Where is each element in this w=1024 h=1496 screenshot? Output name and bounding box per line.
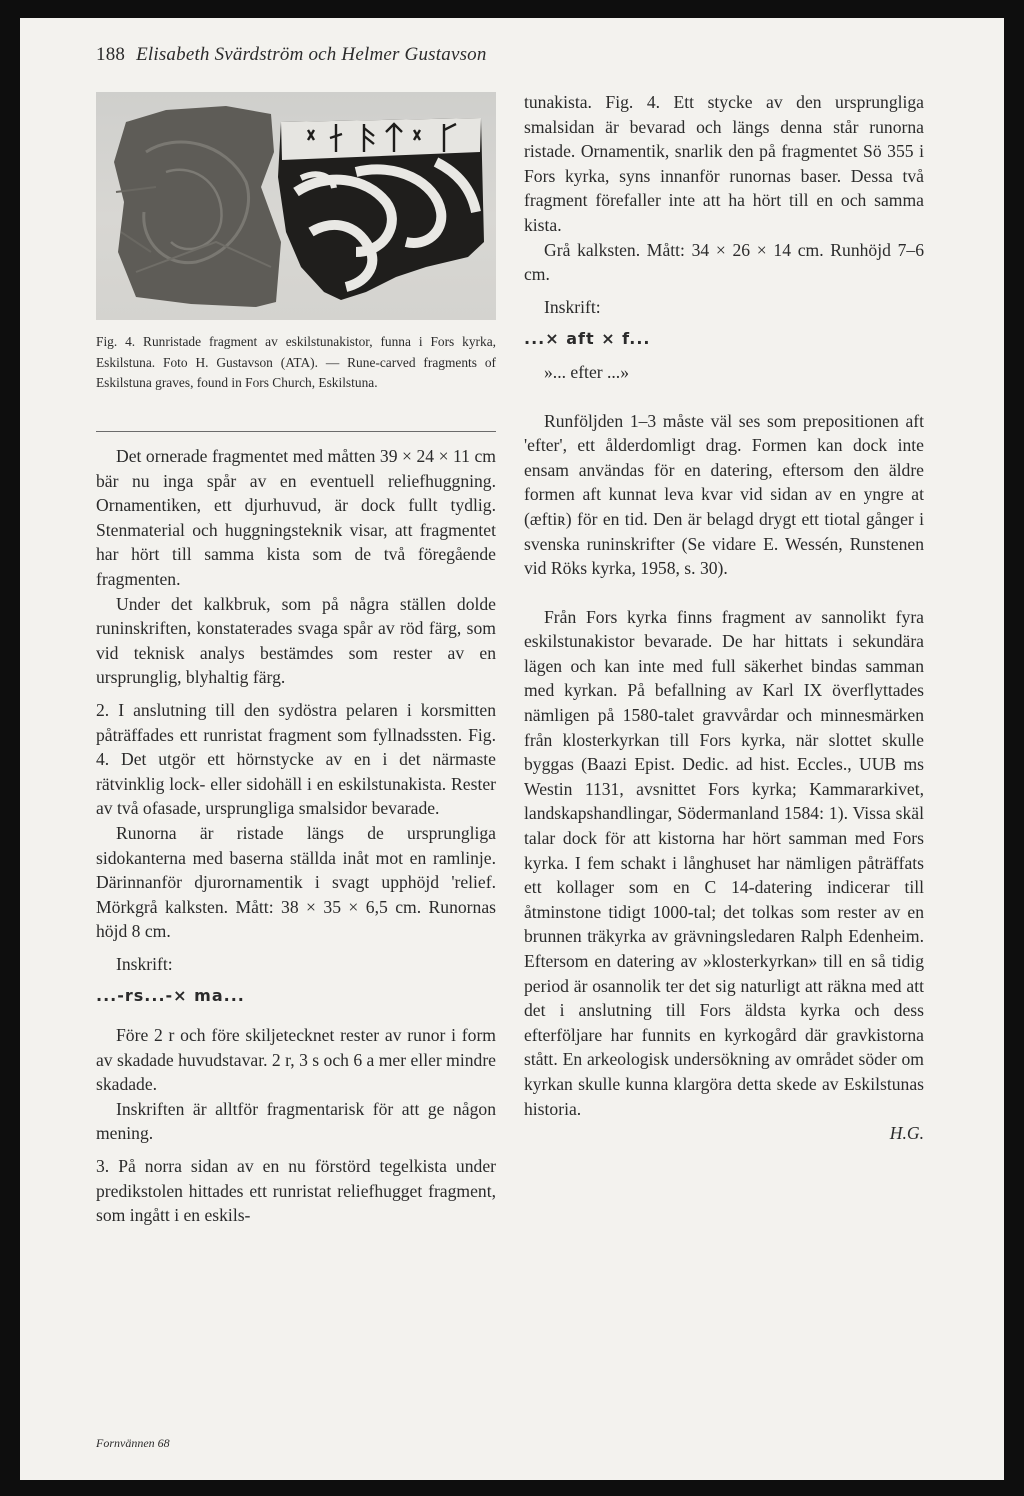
paragraph: Under det kalkbruk, som på några ställen dolde runinskriften, konstaterades svaga spår av röd färg, som vid teknisk analys bestämdes som rester av en ursprunglig, blyhaltig färg.: [96, 593, 496, 688]
paragraph: Grå kalksten. Mått: 34 × 26 × 14 cm. Runhöjd 7–6 cm.: [524, 239, 924, 285]
paragraph: Inskriften är alltför fragmentarisk för att ge någon mening.: [96, 1098, 496, 1144]
paragraph: Runföljden 1–3 måste väl ses som prepositionen aft 'efter', ett ålderdomligt drag. Formen kan dock inte ensam användas för en datering, eftersom den äldre formen aft kunnat leva kvar vid sidan av en yngre at (æftiʀ) för en tid. Den är belagd drygt ett tiotal gånger i svenska runinskrifter (Se vidare E. Wessén, Runstenen vid Röks kyrka, 1958, s. 30).: [524, 410, 924, 579]
inscription-label: Inskrift:: [544, 296, 601, 317]
paragraph: Det ornerade fragmentet med måtten 39 × 24 × 11 cm bär nu inga spår av en eventuell reliefhuggning. Ornamentiken, ett djurhuvud, är dock fullt tydlig. Stenmaterial och huggningsteknik visar, att fragmentet har hört till samma kista som de två föregående fragmenten.: [96, 446, 496, 589]
inscription-label: Inskrift:: [116, 953, 173, 974]
paragraph: tunakista. Fig. 4. Ett stycke av den ursprungliga smalsidan är bevarad och längs denna står runorna ristade. Ornamentik, snarlik den på fragmentet Sö 355 i Fors kyrka, syns innanför runornas baser. Dessa två fragment förefaller inte att ha hört till en och samma kista.: [524, 92, 924, 235]
author-signature: H.G.: [889, 1123, 924, 1144]
paragraph: Från Fors kyrka finns fragment av sannolikt fyra eskilstunakistor bevarade. De har hittats i sekundära lägen och kan inte med full säkerhet bindas samman med kyrkan. På befallning av Karl IX överflyttades nämligen på 1580-talet gravvårdar och minnesmärken från klosterkyrkan till Fors kyrka, när slottet skulle byggas (Baazi Epist. Dedic. ad hist. Eccles., UUB ms Westin 1131, avsnittet Fors kyrka; Kammararkivet, landskapshandlingar, Södermanland 1584: 1). Vissa skäl talar dock för att kistorna har hört samman med Fors kyrka. I fem schakt i långhuset har nämligen påträffats ett kollager som en C 14-datering indicerar till åtminstone tidigt 1000-tal; det tolkas som rester av en brunnen träkyrka av grävningsledaren Ralph Edenheim. Eftersom en datering av »klosterkyrkan» till en så tidig period är osannolik ter det sig naturligt att räkna med att det i anslutning till Fors äldsta kyrka och dess efterföljare har funnits en kyrkogård där gravkistorna stått. En arkeologisk undersökning av området söder om kyrkan skulle kunna klargöra detta skede av Eskilstunas historia.: [524, 606, 924, 1119]
caption-divider: [96, 431, 496, 432]
rune-transliteration: ...-rs...-× ma...: [96, 986, 245, 1006]
paragraph: 3. På norra sidan av en nu förstörd tegelkista under predikstolen hittades ett runristat reliefhugget fragment, som ingått i en eskils-: [96, 1156, 496, 1226]
rune-transliteration: ...× aft × f...: [524, 329, 651, 349]
figure-caption-swedish: Fig. 4. Runristade fragment av eskilstunakistor, funna i Fors kyrka, Eskilstuna. Foto H. Gustavson (ATA).: [96, 334, 496, 370]
paragraph: 2. I anslutning till den sydöstra pelaren i korsmitten påträffades ett runristat fragment som fyllnadssten. Fig. 4. Det utgör ett hörnstycke av en i det närmaste rätvinklig lock- eller sidohäll i en eskilstunakista. Rester av två ofasade, ursprungliga smalsidor bevarade.: [96, 699, 496, 819]
right-column: [524, 90, 924, 1146]
journal-footer: Fornvännen 68: [96, 1436, 170, 1450]
figure-caption: [96, 332, 496, 394]
paragraph: Runorna är ristade längs de ursprungliga sidokanterna med baserna ställda inåt mot en ramlinje. Därinnanför djurornamentik i svagt upphöjd 'relief. Mörkgrå kalksten. Mått: 38 × 35 × 6,5 cm. Runornas höjd 8 cm.: [96, 822, 496, 942]
caption-dash: —: [317, 354, 340, 370]
paragraph: Före 2 r och före skiljetecknet rester av runor i form av skadade huvudstavar. 2 r, 3 s och 6 a mer eller mindre skadade.: [96, 1025, 496, 1095]
running-header: [96, 44, 487, 66]
rune-fragments-photo: [96, 92, 496, 320]
figure-caption-english: Rune-carved fragments of Eskilstuna graves, found in Fors Church, Eskilstuna.: [96, 354, 496, 390]
left-column: [96, 444, 496, 1228]
page-number: 188: [96, 44, 126, 65]
left-stone-fragment: [114, 106, 281, 307]
runic-translation: »... efter ...»: [544, 361, 630, 382]
running-header-authors: Elisabeth Svärdström och Helmer Gustavson: [136, 44, 487, 65]
